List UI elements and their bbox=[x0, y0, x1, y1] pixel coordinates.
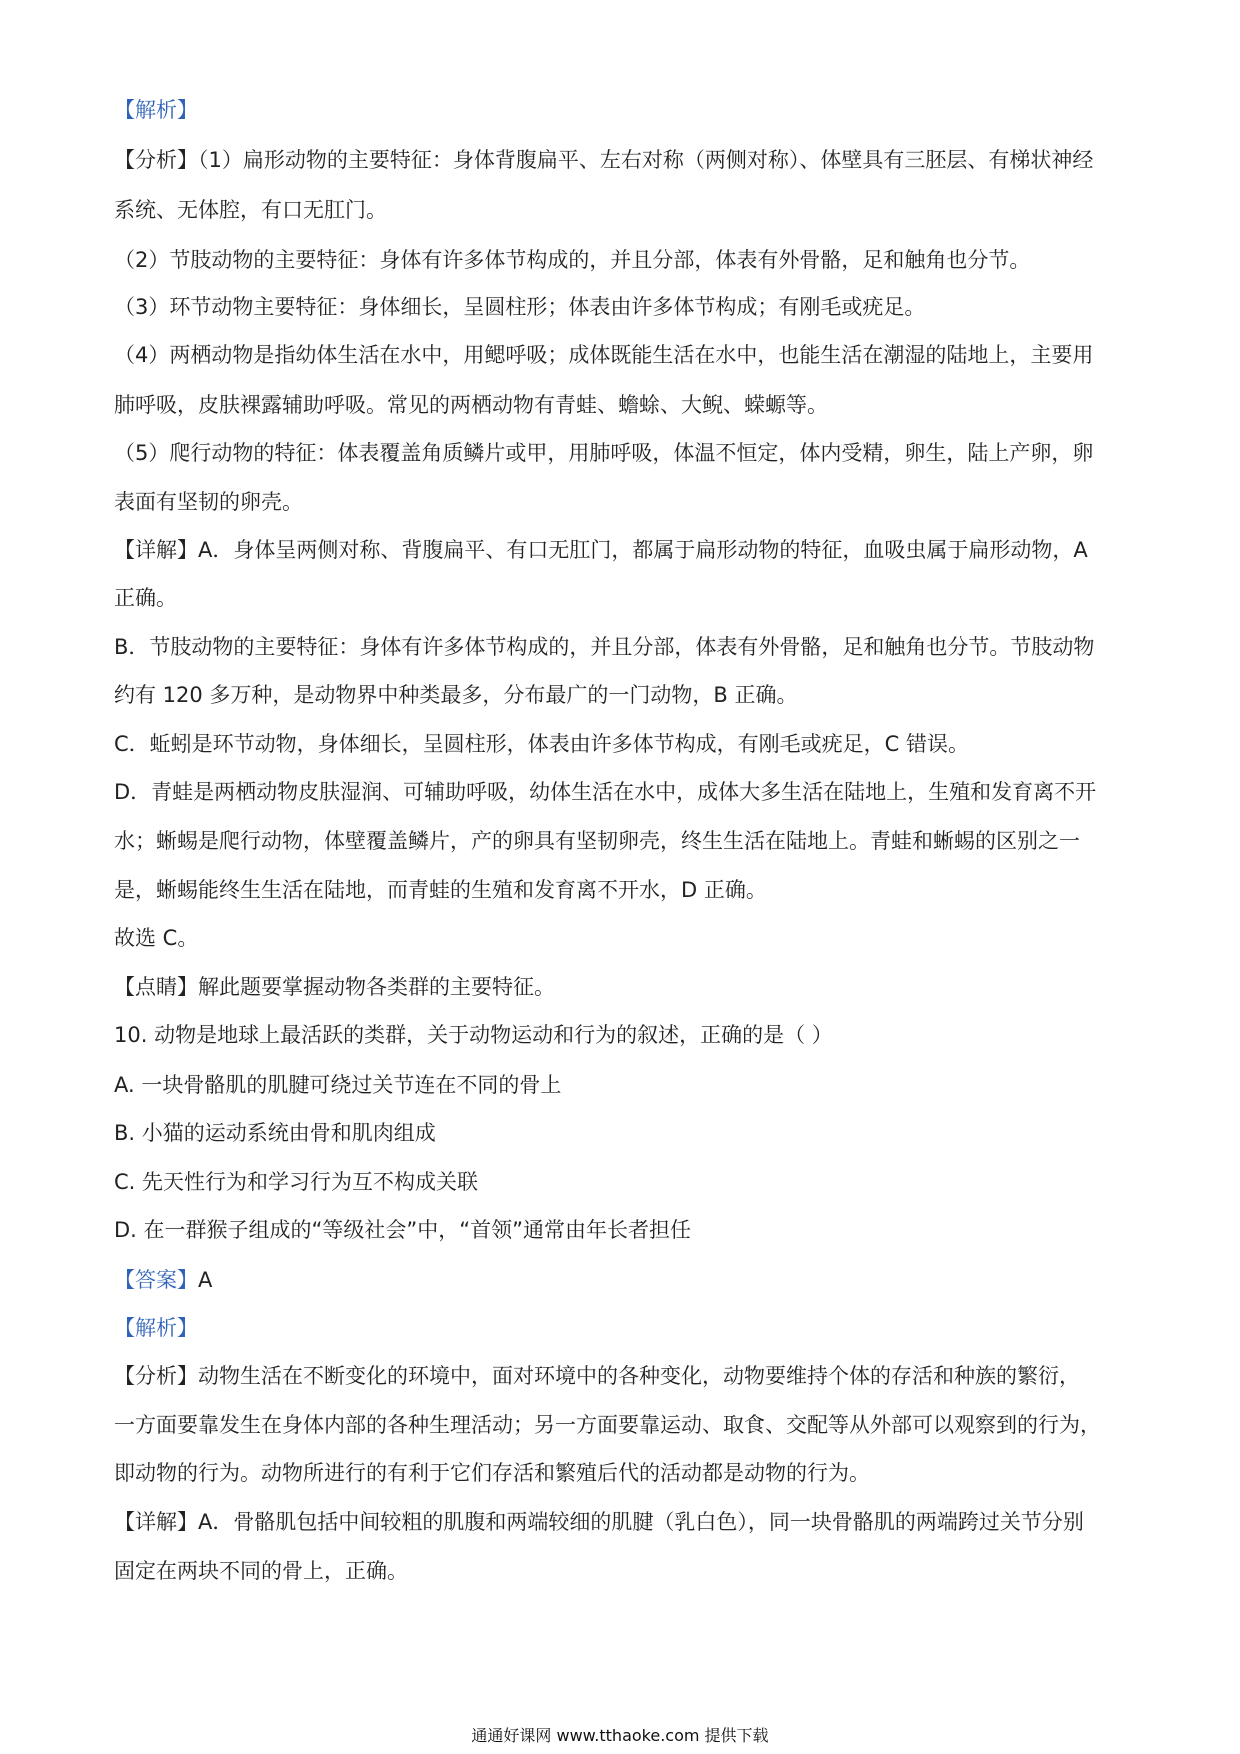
line-text: 【点睛】解此题要掌握动物各类群的主要特征。 bbox=[114, 975, 555, 999]
line-text: 是，蜥蜴能终生生活在陆地，而青蛙的生殖和发育离不开水，D 正确。 bbox=[114, 878, 767, 902]
line-text: D．青蛙是两栖动物皮肤湿润、可辅助呼吸，幼体生活在水中，成体大多生活在陆地上，生殖和发育离不开 bbox=[114, 780, 1097, 804]
line-text: 正确。 bbox=[114, 586, 177, 610]
text-line bbox=[114, 1265, 1134, 1295]
text-line bbox=[114, 1507, 1134, 1537]
text-line bbox=[114, 729, 1134, 759]
text-line bbox=[114, 972, 1134, 1002]
line-text: 【分析】（1）扁形动物的主要特征：身体背腹扁平、左右对称（两侧对称）、体壁具有三胚层、有梯状神经 bbox=[114, 148, 1094, 172]
line-text: 【解析】 bbox=[114, 1316, 198, 1340]
text-line bbox=[114, 1070, 1134, 1100]
text-line bbox=[114, 777, 1134, 807]
line-text: 肺呼吸，皮肤裸露辅助呼吸。常见的两栖动物有青蛙、蟾蜍、大鲵、蝾螈等。 bbox=[114, 393, 828, 417]
text-line bbox=[114, 245, 1134, 275]
line-text: D. 在一群猴子组成的“等级社会”中，“首领”通常由年长者担任 bbox=[114, 1218, 692, 1242]
text-line bbox=[114, 1118, 1134, 1148]
line-text: 【详解】A．骨骼肌包括中间较粗的肌腹和两端较细的肌腱（乳白色），同一块骨骼肌的两端跨过关节分别 bbox=[114, 1510, 1084, 1534]
text-line bbox=[114, 145, 1134, 175]
line-text: 约有 120 多万种，是动物界中种类最多，分布最广的一门动物，B 正确。 bbox=[114, 683, 798, 707]
text-line bbox=[114, 1313, 1134, 1343]
line-text: （4）两栖动物是指幼体生活在水中，用鳃呼吸；成体既能生活在水中，也能生活在潮湿的陆地上，主要用 bbox=[114, 343, 1094, 367]
text-line bbox=[114, 95, 1134, 125]
text-line bbox=[114, 1410, 1134, 1440]
text-line bbox=[114, 826, 1134, 856]
line-text: A. 一块骨骼肌的肌腱可绕过关节连在不同的骨上 bbox=[114, 1073, 562, 1097]
line-text: C. 先天性行为和学习行为互不构成关联 bbox=[114, 1170, 479, 1194]
text-line bbox=[114, 1020, 1134, 1050]
text-line bbox=[114, 1167, 1134, 1197]
line-text: 即动物的行为。动物所进行的有利于它们存活和繁殖后代的活动都是动物的行为。 bbox=[114, 1461, 870, 1485]
line-text: 系统、无体腔，有口无肛门。 bbox=[114, 198, 387, 222]
answer-value: A bbox=[198, 1268, 213, 1292]
text-line bbox=[114, 292, 1134, 322]
line-text: （3）环节动物主要特征：身体细长，呈圆柱形；体表由许多体节构成；有刚毛或疣足。 bbox=[114, 295, 926, 319]
line-text: （5）爬行动物的特征：体表覆盖角质鳞片或甲，用肺呼吸，体温不恒定，体内受精，卵生，陆上产卵，卵 bbox=[114, 441, 1094, 465]
line-text: 10. 动物是地球上最活跃的类群，关于动物运动和行为的叙述，正确的是（ ） bbox=[114, 1023, 833, 1047]
text-line bbox=[114, 487, 1134, 517]
line-text: B. 小猫的运动系统由骨和肌肉组成 bbox=[114, 1121, 436, 1145]
line-text: B．节肢动物的主要特征：身体有许多体节构成的，并且分部，体表有外骨骼，足和触角也分节。节肢动物 bbox=[114, 635, 1095, 659]
line-text: 【答案】 bbox=[114, 1268, 198, 1292]
page-footer: 通通好课网 www.tthaoke.com 提供下载 bbox=[471, 1726, 769, 1745]
text-line bbox=[114, 632, 1134, 662]
line-text: 水；蜥蜴是爬行动物，体壁覆盖鳞片，产的卵具有坚韧卵壳，终生生活在陆地上。青蛙和蜥蜴的区别之一 bbox=[114, 829, 1080, 853]
line-text: 【分析】动物生活在不断变化的环境中，面对环境中的各种变化，动物要维持个体的存活和种族的繁衍， bbox=[114, 1364, 1080, 1388]
text-line bbox=[114, 923, 1134, 953]
text-line bbox=[114, 390, 1134, 420]
text-line bbox=[114, 1556, 1134, 1586]
text-line bbox=[114, 1215, 1134, 1245]
text-line bbox=[114, 583, 1134, 613]
text-line bbox=[114, 438, 1134, 468]
text-line bbox=[114, 680, 1134, 710]
line-text: 【解析】 bbox=[114, 98, 198, 122]
line-text: 表面有坚韧的卵壳。 bbox=[114, 490, 303, 514]
line-text: C．蚯蚓是环节动物，身体细长，呈圆柱形，体表由许多体节构成，有刚毛或疣足，C 错误。 bbox=[114, 732, 969, 756]
line-text: 固定在两块不同的骨上，正确。 bbox=[114, 1559, 408, 1583]
line-text: 【详解】A．身体呈两侧对称、背腹扁平、有口无肛门，都属于扁形动物的特征，血吸虫属于扁形动物，A bbox=[114, 538, 1088, 562]
line-text: 故选 C。 bbox=[114, 926, 199, 950]
line-text: （2）节肢动物的主要特征：身体有许多体节构成的，并且分部，体表有外骨骼，足和触角也分节。 bbox=[114, 248, 1031, 272]
text-line bbox=[114, 1458, 1134, 1488]
line-text: 一方面要靠发生在身体内部的各种生理活动；另一方面要靠运动、取食、交配等从外部可以观察到的行为， bbox=[114, 1413, 1101, 1437]
text-line bbox=[114, 340, 1134, 370]
text-line bbox=[114, 535, 1134, 565]
text-line bbox=[114, 1361, 1134, 1391]
text-line bbox=[114, 875, 1134, 905]
text-line bbox=[114, 195, 1134, 225]
